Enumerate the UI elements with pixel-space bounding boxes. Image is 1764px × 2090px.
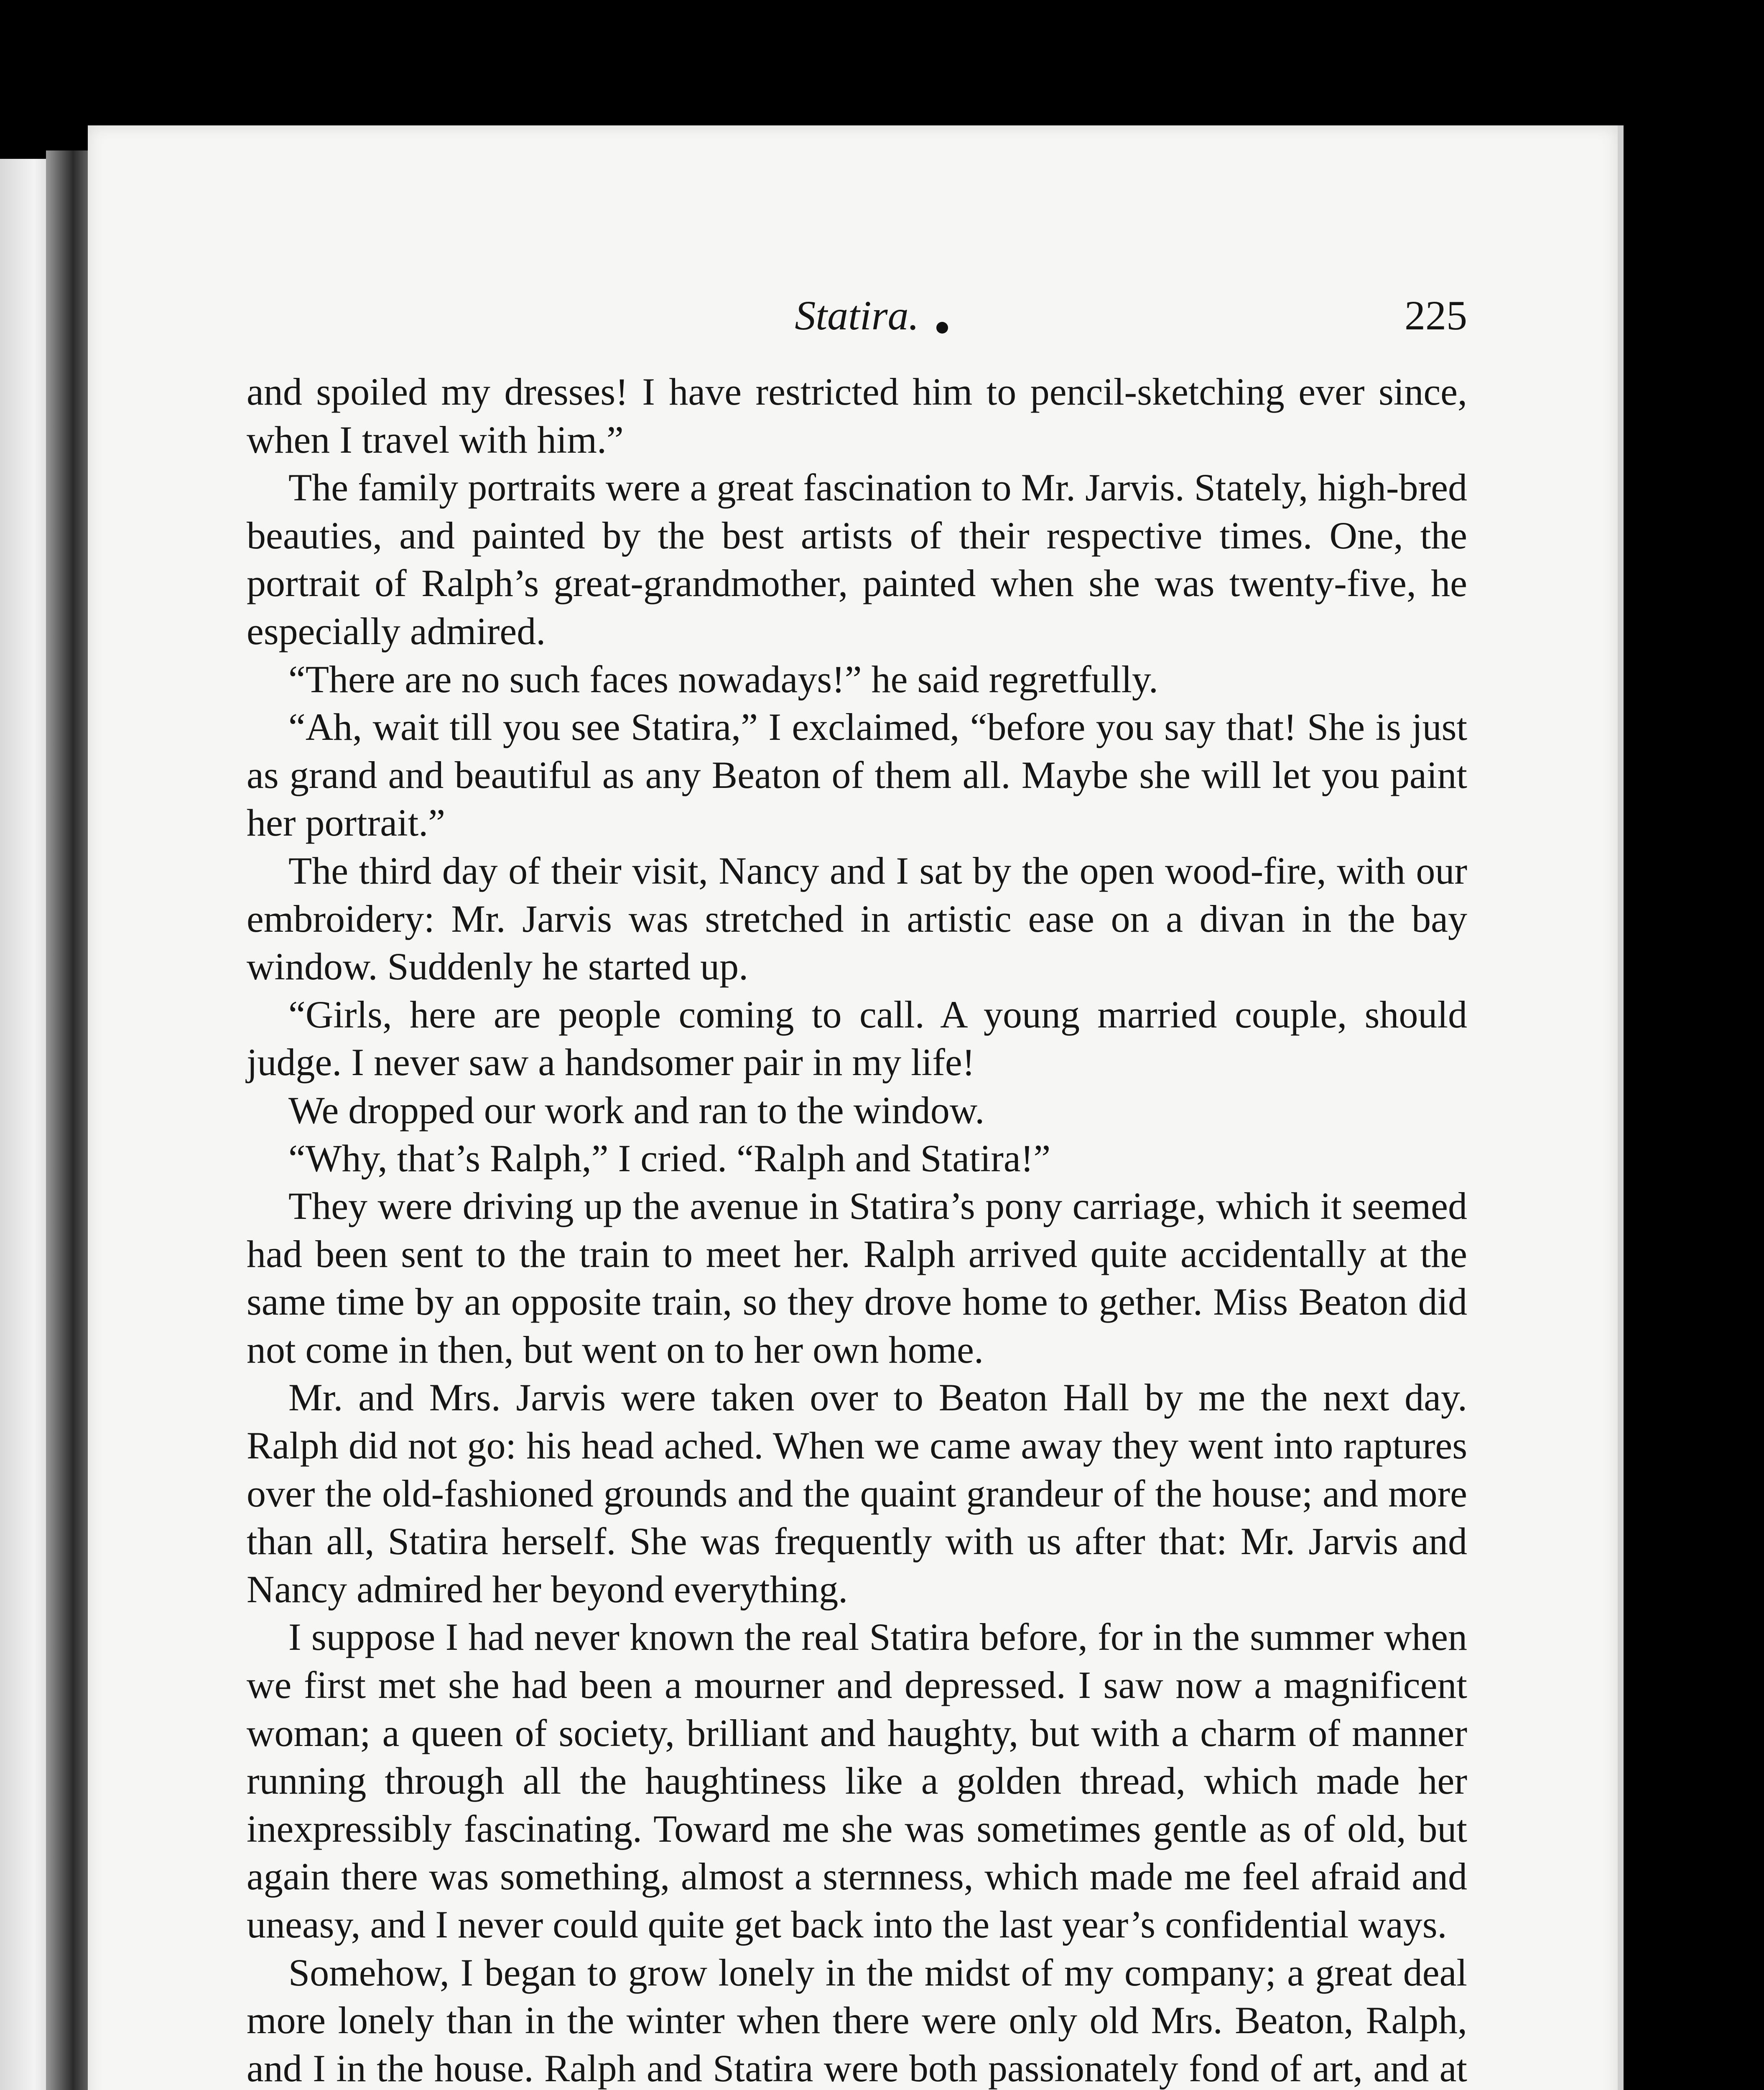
paragraph: I suppose I had never known the real Statira before, for in the summer when we first met she had been a mourner and depressed. I saw now a magnificent woman; a queen of society, brilliant and haughty, but with a charm of manner running through all the haughtiness like a golden thread, which made her inexpressibly fascinating. Toward me she was sometimes gentle as of old, but again there was something, almost a sternness, which made me feel afraid and uneasy, and I never could quite get back into the last year’s confidential ways. bbox=[247, 1616, 1467, 1946]
paragraph: The third day of their visit, Nancy and I sat by the open wood-fire, with our embroidery: Mr. Jarvis was stretched in artistic ease on a divan in the bay window. Suddenly he started up. bbox=[247, 849, 1467, 988]
paragraph: and spoiled my dresses! I have restricted him to pencil-sketching ever since, when I travel with him.” bbox=[247, 370, 1467, 461]
running-header bbox=[247, 288, 1467, 343]
page-number: 225 bbox=[1405, 292, 1467, 339]
paragraph: The family portraits were a great fascination to Mr. Jarvis. Stately, high-bred beauties, and painted by the best artists of their respective times. One, the portrait of Ralph’s great-grandmother, painted when she was twenty-five, he especially admired. bbox=[247, 466, 1467, 652]
paragraph: Mr. and Mrs. Jarvis were taken over to Beaton Hall by me the next day. Ralph did not go: his head ached. When we came away they went into raptures over the old-fashioned grounds and the quaint grandeur of the house; and more than all, Statira herself. She was frequently with us after that: Mr. Jarvis and Nancy admired her beyond everything. bbox=[247, 1376, 1467, 1611]
body-text bbox=[247, 368, 1467, 2090]
running-title: Statira. bbox=[795, 292, 919, 339]
paragraph: “Why, that’s Ralph,” I cried. “Ralph and Statira!” bbox=[288, 1137, 1051, 1180]
paragraph: We dropped our work and ran to the window. bbox=[288, 1088, 985, 1132]
paragraph: They were driving up the avenue in Statira’s pony carriage, which it seemed had been sent to the train to meet her. Ralph arrived quite accidentally at the same time by an opposite train, so they drove home to gether. Miss Beaton did not come in then, but went on to her own home. bbox=[247, 1185, 1467, 1371]
paragraph: Somehow, I began to grow lonely in the midst of my company; a great deal more lonely than in the winter when there were only old Mrs. Beaton, Ralph, and I in the house. Ralph and Statira were both passionately fond of art, and at bbox=[247, 1951, 1467, 2090]
paragraph: “Girls, here are people coming to call. A young married couple, should judge. I never saw a handsomer pair in my life! bbox=[247, 993, 1467, 1084]
paragraph: “Ah, wait till you see Statira,” I exclaimed, “before you say that! She is just as grand and beautiful as any Beaton of them all. Maybe she will let you paint her portrait.” bbox=[247, 706, 1467, 844]
paragraph: “There are no such faces nowadays!” he said regretfully. bbox=[288, 658, 1158, 701]
